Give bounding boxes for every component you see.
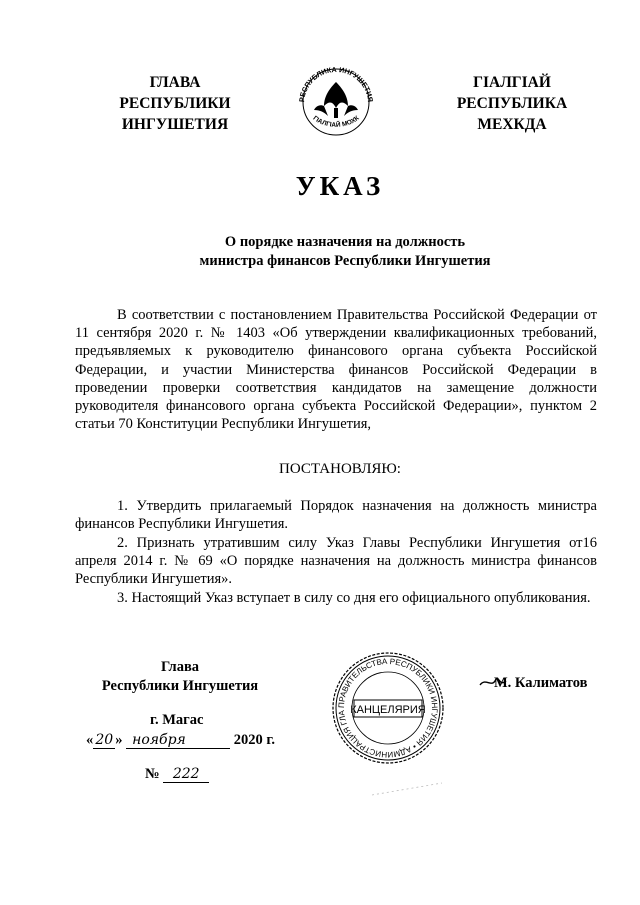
- subject-line1: О порядке назначения на должность: [224, 234, 466, 250]
- header-right: [432, 72, 592, 135]
- stamp-icon: [330, 650, 446, 766]
- decree-item-3-text: 3. Настоящий Указ вступает в силу со дня его официального опубликования.: [117, 590, 591, 606]
- signatory-position: [80, 658, 280, 696]
- stamp-ring-text: ПРАВИТЕЛЬСТВА РЕСПУБЛИКИ ИНГУШЕТИЯ • АДМИНИСТРАЦИЯ ГЛА: [336, 656, 440, 760]
- scan-artifact: [372, 782, 442, 796]
- preamble-paragraph: [75, 306, 597, 433]
- emblem-bottom-text: ГIАЛГIАЙ МОХК: [311, 114, 361, 129]
- decree-item-1-text: 1. Утвердить прилагаемый Порядок назначения на должность министра финансов Республики Ингушетия.: [75, 498, 597, 533]
- number-prefix: №: [145, 766, 160, 782]
- document-title: УКАЗ: [295, 171, 385, 201]
- emblem-top-text: РЕСПУБЛИКА ИНГУШЕТИЯ: [297, 64, 375, 103]
- header-right-line2: РЕСПУБЛИКА: [456, 95, 568, 112]
- header-left: [95, 72, 255, 135]
- date-month: ноября: [126, 732, 230, 749]
- header-right-line3: МЕХКДА: [477, 116, 547, 133]
- document-subject: [0, 233, 640, 271]
- header-right-line1: ГIАЛГIАЙ: [473, 74, 551, 91]
- republic-emblem: [294, 62, 378, 136]
- date-year: 2020 г.: [233, 732, 275, 748]
- header-left-line3: ИНГУШЕТИЯ: [121, 116, 229, 133]
- decree-item-2-text: 2. Признать утратившим силу Указ Главы Республики Ингушетия от16 апреля 2014 г. № 69 «О порядке назначения на должность министра финансов Республики Ингушетия».: [75, 535, 597, 588]
- decree-item-2: [75, 534, 597, 589]
- resolve-heading: ПОСТАНОВЛЯЮ:: [279, 461, 401, 477]
- number-value: 222: [163, 766, 209, 783]
- signatory-position-line2: Республики Ингушетия: [101, 678, 259, 694]
- subject-line2: министра финансов Республики Ингушетия: [199, 253, 491, 269]
- date-day: 20: [93, 732, 115, 749]
- decree-item-1: [75, 497, 597, 533]
- decree-item-3: [75, 589, 597, 607]
- decree-number: [145, 766, 209, 783]
- header-left-line2: РЕСПУБЛИКИ: [119, 95, 231, 112]
- header-left-line1: ГЛАВА: [149, 74, 201, 91]
- place-of-signing: г. Магас: [150, 712, 204, 728]
- preamble-text: В соответствии с постановлением Правительства Российской Федерации от 11 сентября 2020 г. № 1403 «Об утверждении квалификационных требований, предъявляемых к руководителю финансового органа субъекта Российской Федерации, и участии Министерства финансов Российской Федерации в проведении проверки соответствия кандидатов на замещение должности руководителя финансового органа субъекта Российской Федерации», пунктом 2 статьи 70 Конституции Республики Ингушетия,: [75, 307, 597, 433]
- date-open-quote: «: [86, 732, 94, 748]
- signatory-name: М. Калиматов: [494, 675, 588, 691]
- chancellery-stamp: [330, 650, 446, 766]
- emblem-icon: [294, 62, 378, 136]
- date-close-quote: »: [115, 732, 123, 748]
- decree-date: [86, 732, 275, 749]
- stamp-center-text: КАНЦЕЛЯРИЯ: [350, 704, 426, 716]
- signatory-position-line1: Глава: [160, 659, 200, 675]
